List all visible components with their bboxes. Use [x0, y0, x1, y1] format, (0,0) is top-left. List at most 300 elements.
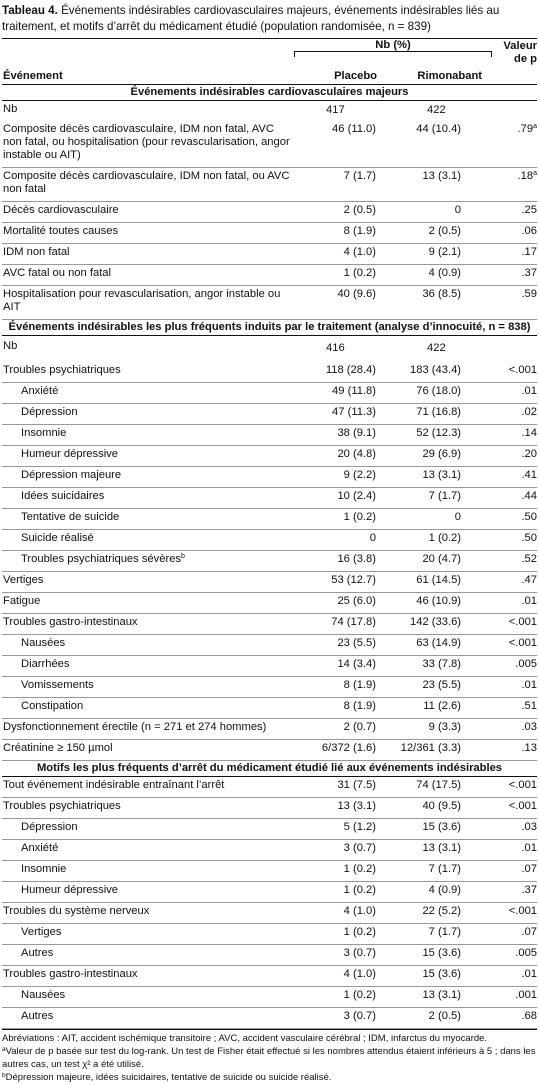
table-row — [2, 202, 537, 223]
row-label — [2, 244, 294, 265]
table-row — [2, 740, 537, 761]
pvalue-text: .50 — [521, 532, 538, 544]
rimonabant-value: 15 (3.6) — [392, 945, 492, 966]
table-row — [2, 404, 537, 425]
row-label — [2, 404, 294, 425]
placebo-value: 8 (1.9) — [294, 698, 392, 719]
pvalue-cell — [492, 677, 537, 698]
row-label-text: Composite décès cardiovasculaire, IDM non fatal, AVC non fatal, ou hospitalisation (pour revascularisation, angor instable ou AIT) — [3, 123, 290, 161]
pvalue-cell — [492, 383, 537, 404]
table-row — [2, 656, 537, 677]
table-label: Tableau 4. — [2, 4, 58, 17]
rimonabant-value: 44 (10.4) — [392, 121, 492, 168]
pvalue-cell — [492, 819, 537, 840]
footnote-abbrev: Abréviations : AIT, accident ischémique transitoire ; AVC, accident vasculaire cérébral ; IDM, infarctus du myocarde. — [2, 1033, 488, 1044]
rimonabant-value: 2 (0.5) — [392, 1008, 492, 1029]
placebo-value: 8 (1.9) — [294, 677, 392, 698]
pvalue-text: .50 — [521, 511, 538, 523]
pvalue-text: <.001 — [508, 364, 538, 376]
row-label — [2, 530, 294, 551]
table-row — [2, 698, 537, 719]
pvalue-text: .005 — [515, 947, 538, 959]
row-label — [2, 425, 294, 446]
placebo-value: 74 (17.8) — [294, 614, 392, 635]
pvalue-cell — [492, 966, 537, 987]
placebo-value: 46 (11.0) — [294, 121, 392, 168]
row-label — [2, 840, 294, 861]
rimonabant-value: 33 (7.8) — [392, 656, 492, 677]
placebo-value: 38 (9.1) — [294, 425, 392, 446]
row-label — [2, 740, 294, 761]
pvalue-text: .79 — [517, 123, 534, 135]
row-label — [2, 719, 294, 740]
rimonabant-value: 142 (33.6) — [392, 614, 492, 635]
row-label-text: Autres — [21, 1010, 54, 1022]
row-label — [2, 777, 294, 798]
row-label — [2, 488, 294, 509]
count-label: Nb — [3, 103, 18, 115]
pvalue-cell — [492, 924, 537, 945]
placebo-value: 9 (2.2) — [294, 467, 392, 488]
row-label — [2, 223, 294, 244]
row-label — [2, 677, 294, 698]
row-label — [2, 635, 294, 656]
pvalue-header: Valeur de p — [492, 39, 537, 85]
count-row — [2, 101, 537, 122]
rimonabant-value: 15 (3.6) — [392, 966, 492, 987]
rimonabant-value: 13 (3.1) — [392, 168, 492, 202]
table-row — [2, 383, 537, 404]
rimonabant-value: 13 (3.1) — [392, 840, 492, 861]
pvalue-text: .001 — [515, 989, 538, 1001]
rimonabant-value: 29 (6.9) — [392, 446, 492, 467]
pvalue-cell — [492, 840, 537, 861]
rimonabant-value: 71 (16.8) — [392, 404, 492, 425]
nb-pct-header: Nb (%) — [294, 39, 492, 55]
section-header — [2, 85, 537, 101]
row-label — [2, 798, 294, 819]
placebo-value: 25 (6.0) — [294, 593, 392, 614]
table-row — [2, 945, 537, 966]
row-label-text: Créatinine ≥ 150 µmol — [3, 742, 113, 754]
row-label-text: Anxiété — [21, 842, 59, 854]
pvalue-text: .02 — [521, 406, 538, 418]
row-label — [2, 924, 294, 945]
table-row — [2, 966, 537, 987]
footnote-marker: b — [181, 553, 185, 560]
placebo-value: 49 (11.8) — [294, 383, 392, 404]
rimonabant-value: 12/361 (3.3) — [392, 740, 492, 761]
pvalue-text: .47 — [521, 574, 538, 586]
row-label-text: Autres — [21, 947, 54, 959]
row-label — [2, 383, 294, 404]
table-row — [2, 551, 537, 572]
table-row — [2, 509, 537, 530]
pvalue-text: .06 — [521, 225, 538, 237]
pvalue-cell — [492, 861, 537, 882]
table-document — [2, 0, 537, 1084]
pvalue-text: .03 — [521, 721, 538, 733]
row-label — [2, 1008, 294, 1029]
rimonabant-value: 23 (5.5) — [392, 677, 492, 698]
row-label-text: IDM non fatal — [3, 246, 70, 258]
table-row — [2, 677, 537, 698]
table-row — [2, 593, 537, 614]
row-label-text: Anxiété — [21, 385, 59, 397]
row-label-text: AVC fatal ou non fatal — [3, 267, 112, 279]
table-row — [2, 223, 537, 244]
pvalue-cell — [492, 362, 537, 383]
event-header: Événement — [2, 55, 294, 85]
row-label-text: Troubles psychiatriques — [3, 364, 121, 376]
pvalue-text: .01 — [521, 595, 538, 607]
placebo-value: 4 (1.0) — [294, 244, 392, 265]
section-title: Événements indésirables les plus fréquents induits par le traitement (analyse d’innocuité, n = 838) — [2, 320, 537, 336]
pvalue-cell — [492, 121, 537, 168]
rimonabant-value: 183 (43.4) — [392, 362, 492, 383]
pvalue-cell — [492, 404, 537, 425]
placebo-value: 20 (4.8) — [294, 446, 392, 467]
header-row-1 — [2, 39, 537, 55]
footnote-a: $^a$Valeur de p basée sur test du log-rank. Un test de Fisher était effectué si les nombres attendus étaient inférieurs à 5 ; dans les autres cas, un test χ² a été utilisé. — [2, 1046, 536, 1070]
footnote-marker: a — [533, 170, 538, 177]
row-label — [2, 903, 294, 924]
row-label-text: Insomnie — [21, 427, 67, 439]
count-rimonabant: 422 — [427, 104, 446, 116]
pvalue-cell — [492, 223, 537, 244]
placebo-value: 1 (0.2) — [294, 924, 392, 945]
table-row — [2, 425, 537, 446]
table-row — [2, 798, 537, 819]
rimonabant-value: 2 (0.5) — [392, 223, 492, 244]
footnote-b: $^b$Dépression majeure, idées suicidaires, tentative de suicide ou suicide réalisé. — [2, 1072, 332, 1083]
count-label: Nb — [3, 340, 18, 352]
row-label-text: Mortalité toutes causes — [3, 225, 119, 237]
placebo-value: 31 (7.5) — [294, 777, 392, 798]
pvalue-cell — [492, 509, 537, 530]
pvalue-text: <.001 — [508, 616, 538, 628]
rimonabant-value: 7 (1.7) — [392, 488, 492, 509]
rimonabant-value: 36 (8.5) — [392, 286, 492, 320]
rimonabant-value: 11 (2.6) — [392, 698, 492, 719]
table-row — [2, 362, 537, 383]
pvalue-text: .44 — [521, 490, 538, 502]
pvalue-cell — [492, 265, 537, 286]
rimonabant-value: 22 (5.2) — [392, 903, 492, 924]
placebo-header: Placebo — [294, 55, 392, 85]
pvalue-cell — [492, 244, 537, 265]
row-label — [2, 467, 294, 488]
placebo-value: 1 (0.2) — [294, 265, 392, 286]
pvalue-cell — [492, 572, 537, 593]
pvalue-text: .51 — [521, 700, 538, 712]
rimonabant-value: 13 (3.1) — [392, 467, 492, 488]
pvalue-text: .17 — [521, 246, 538, 258]
count-pvalue — [492, 101, 537, 122]
table-row — [2, 614, 537, 635]
row-label — [2, 966, 294, 987]
table-row — [2, 903, 537, 924]
row-label — [2, 265, 294, 286]
pvalue-cell — [492, 467, 537, 488]
pvalue-cell — [492, 168, 537, 202]
placebo-value: 16 (3.8) — [294, 551, 392, 572]
row-label — [2, 121, 294, 168]
rimonabant-value: 63 (14.9) — [392, 635, 492, 656]
rimonabant-header: Rimonabant — [392, 55, 492, 85]
placebo-value: 23 (5.5) — [294, 635, 392, 656]
placebo-value: 13 (3.1) — [294, 798, 392, 819]
row-label-text: Hospitalisation pour revascularisation, angor instable ou AIT — [3, 288, 281, 313]
row-label-text: Vomissements — [21, 679, 94, 691]
pvalue-cell — [492, 488, 537, 509]
footnote-marker: a — [533, 123, 538, 130]
pvalue-cell — [492, 719, 537, 740]
row-label-text: Troubles psychiatriques — [3, 800, 121, 812]
pvalue-cell — [492, 286, 537, 320]
row-label-text: Tentative de suicide — [21, 511, 120, 523]
row-label-text: Insomnie — [21, 863, 67, 875]
rimonabant-value: 76 (18.0) — [392, 383, 492, 404]
pvalue-text: .20 — [521, 448, 538, 460]
placebo-value: 40 (9.6) — [294, 286, 392, 320]
count-placebo: 416 — [326, 342, 345, 354]
pvalue-cell — [492, 882, 537, 903]
table-row — [2, 121, 537, 168]
row-label — [2, 614, 294, 635]
row-label-text: Décès cardiovasculaire — [3, 204, 119, 216]
rimonabant-value: 4 (0.9) — [392, 265, 492, 286]
row-label — [2, 446, 294, 467]
count-pvalue — [492, 336, 537, 363]
header-row-2 — [2, 55, 537, 85]
placebo-value: 1 (0.2) — [294, 987, 392, 1008]
pvalue-text: .03 — [521, 821, 538, 833]
rimonabant-value: 46 (10.9) — [392, 593, 492, 614]
row-label — [2, 698, 294, 719]
pvalue-cell — [492, 530, 537, 551]
pvalue-cell — [492, 593, 537, 614]
pvalue-text: .01 — [521, 385, 538, 397]
pvalue-cell — [492, 635, 537, 656]
pvalue-text: .07 — [521, 863, 538, 875]
rimonabant-value: 20 (4.7) — [392, 551, 492, 572]
data-table — [2, 39, 537, 1029]
rimonabant-value: 0 — [392, 509, 492, 530]
pvalue-text: .005 — [515, 658, 538, 670]
table-row — [2, 467, 537, 488]
table-row — [2, 840, 537, 861]
row-label-text: Constipation — [21, 700, 84, 712]
rimonabant-value: 7 (1.7) — [392, 861, 492, 882]
placebo-value: 10 (2.4) — [294, 488, 392, 509]
rimonabant-value: 40 (9.5) — [392, 798, 492, 819]
row-label — [2, 819, 294, 840]
placebo-value: 118 (28.4) — [294, 362, 392, 383]
placebo-value: 14 (3.4) — [294, 656, 392, 677]
rimonabant-value: 9 (3.3) — [392, 719, 492, 740]
table-caption — [2, 0, 537, 35]
rimonabant-value: 52 (12.3) — [392, 425, 492, 446]
pvalue-text: .25 — [521, 204, 538, 216]
placebo-value: 47 (11.3) — [294, 404, 392, 425]
row-label-text: Humeur dépressive — [21, 448, 119, 460]
row-label-text: Dépression — [21, 821, 78, 833]
count-row — [2, 336, 537, 363]
row-label-text: Suicide réalisé — [21, 532, 94, 544]
table-row — [2, 719, 537, 740]
row-label-text: Tout événement indésirable entraînant l’arrêt — [3, 779, 225, 791]
pvalue-text: .01 — [521, 842, 538, 854]
placebo-value: 2 (0.5) — [294, 202, 392, 223]
footnotes — [2, 1029, 537, 1084]
pvalue-text: .41 — [521, 469, 538, 481]
pvalue-cell — [492, 446, 537, 467]
row-label-text: Composite décès cardiovasculaire, IDM non fatal, ou AVC non fatal — [3, 170, 290, 195]
section-title: Événements indésirables cardiovasculaires majeurs — [2, 85, 537, 101]
table-row — [2, 987, 537, 1008]
pvalue-cell — [492, 740, 537, 761]
pvalue-text: <.001 — [508, 905, 538, 917]
row-label-text: Nausées — [21, 637, 66, 649]
row-label-text: Vertiges — [21, 926, 62, 938]
pvalue-cell — [492, 987, 537, 1008]
pvalue-text: .37 — [521, 267, 538, 279]
placebo-value: 4 (1.0) — [294, 903, 392, 924]
pvalue-text: .59 — [521, 288, 538, 300]
pvalue-cell — [492, 614, 537, 635]
table-row — [2, 882, 537, 903]
table-row — [2, 777, 537, 798]
placebo-value: 2 (0.7) — [294, 719, 392, 740]
pvalue-text: <.001 — [508, 637, 538, 649]
row-label — [2, 593, 294, 614]
placebo-value: 8 (1.9) — [294, 223, 392, 244]
section-header — [2, 761, 537, 777]
row-label — [2, 882, 294, 903]
pvalue-cell — [492, 798, 537, 819]
placebo-value: 3 (0.7) — [294, 840, 392, 861]
rimonabant-value: 9 (2.1) — [392, 244, 492, 265]
row-label-text: Diarrhées — [21, 658, 70, 670]
pvalue-text: <.001 — [508, 779, 538, 791]
pvalue-text: .01 — [521, 679, 538, 691]
row-label — [2, 987, 294, 1008]
pvalue-cell — [492, 202, 537, 223]
table-row — [2, 286, 537, 320]
row-label-text: Idées suicidaires — [21, 490, 105, 502]
rimonabant-value: 74 (17.5) — [392, 777, 492, 798]
row-label-text: Dépression majeure — [21, 469, 122, 481]
table-row — [2, 168, 537, 202]
table-row — [2, 861, 537, 882]
row-label-text: Troubles gastro-intestinaux — [3, 616, 138, 628]
pvalue-cell — [492, 698, 537, 719]
count-rimonabant: 422 — [427, 342, 446, 354]
table-row — [2, 635, 537, 656]
pvalue-text: <.001 — [508, 800, 538, 812]
pvalue-text: .37 — [521, 884, 538, 896]
rimonabant-value: 7 (1.7) — [392, 924, 492, 945]
pvalue-text: .68 — [521, 1010, 538, 1022]
placebo-value: 1 (0.2) — [294, 861, 392, 882]
rimonabant-value: 15 (3.6) — [392, 819, 492, 840]
row-label-text: Nausées — [21, 989, 66, 1001]
row-label — [2, 551, 294, 572]
row-label — [2, 656, 294, 677]
table-row — [2, 1008, 537, 1029]
row-label — [2, 202, 294, 223]
pvalue-cell — [492, 777, 537, 798]
row-label-text: Troubles gastro-intestinaux — [3, 968, 138, 980]
section-title: Motifs les plus fréquents d’arrêt du médicament étudié lié aux événements indésirables — [2, 761, 537, 777]
pvalue-cell — [492, 1008, 537, 1029]
table-row — [2, 244, 537, 265]
pvalue-text: .18 — [517, 170, 534, 182]
placebo-value: 4 (1.0) — [294, 966, 392, 987]
header-bracket — [294, 51, 492, 57]
placebo-value: 7 (1.7) — [294, 168, 392, 202]
row-label-text: Troubles du système nerveux — [3, 905, 150, 917]
table-title: Événements indésirables cardiovasculaires majeurs, événements indésirables liés au traitement, et motifs d’arrêt du médicament étudié (population randomisée, n = 839) — [2, 4, 500, 33]
row-label — [2, 572, 294, 593]
pvalue-text: .52 — [521, 553, 538, 565]
placebo-value: 3 (0.7) — [294, 945, 392, 966]
table-row — [2, 488, 537, 509]
pvalue-text: .07 — [521, 926, 538, 938]
rimonabant-value: 61 (14.5) — [392, 572, 492, 593]
pvalue-cell — [492, 903, 537, 924]
table-row — [2, 446, 537, 467]
rimonabant-value: 0 — [392, 202, 492, 223]
rimonabant-value: 13 (3.1) — [392, 987, 492, 1008]
pvalue-cell — [492, 425, 537, 446]
rimonabant-value: 1 (0.2) — [392, 530, 492, 551]
row-label — [2, 509, 294, 530]
placebo-value: 3 (0.7) — [294, 1008, 392, 1029]
pvalue-text: .01 — [521, 968, 538, 980]
row-label-text: Vertiges — [3, 574, 44, 586]
row-label — [2, 362, 294, 383]
table-row — [2, 265, 537, 286]
pvalue-cell — [492, 945, 537, 966]
placebo-value: 53 (12.7) — [294, 572, 392, 593]
pvalue-cell — [492, 551, 537, 572]
pvalue-text: .14 — [521, 427, 538, 439]
row-label-text: Dépression — [21, 406, 78, 418]
rimonabant-value: 4 (0.9) — [392, 882, 492, 903]
pvalue-cell — [492, 656, 537, 677]
table-row — [2, 819, 537, 840]
row-label — [2, 168, 294, 202]
placebo-value: 1 (0.2) — [294, 509, 392, 530]
table-row — [2, 924, 537, 945]
row-label-text: Humeur dépressive — [21, 884, 119, 896]
pvalue-text: .13 — [521, 742, 538, 754]
placebo-value: 6/372 (1.6) — [294, 740, 392, 761]
table-row — [2, 572, 537, 593]
placebo-value: 1 (0.2) — [294, 882, 392, 903]
table-row — [2, 530, 537, 551]
row-label — [2, 861, 294, 882]
section-header — [2, 320, 537, 336]
placebo-value: 5 (1.2) — [294, 819, 392, 840]
row-label — [2, 945, 294, 966]
count-placebo: 417 — [326, 104, 345, 116]
row-label-text: Dysfonctionnement érectile (n = 271 et 274 hommes) — [3, 721, 267, 733]
row-label-text: Troubles psychiatriques sévères — [21, 553, 182, 565]
placebo-value: 0 — [294, 530, 392, 551]
